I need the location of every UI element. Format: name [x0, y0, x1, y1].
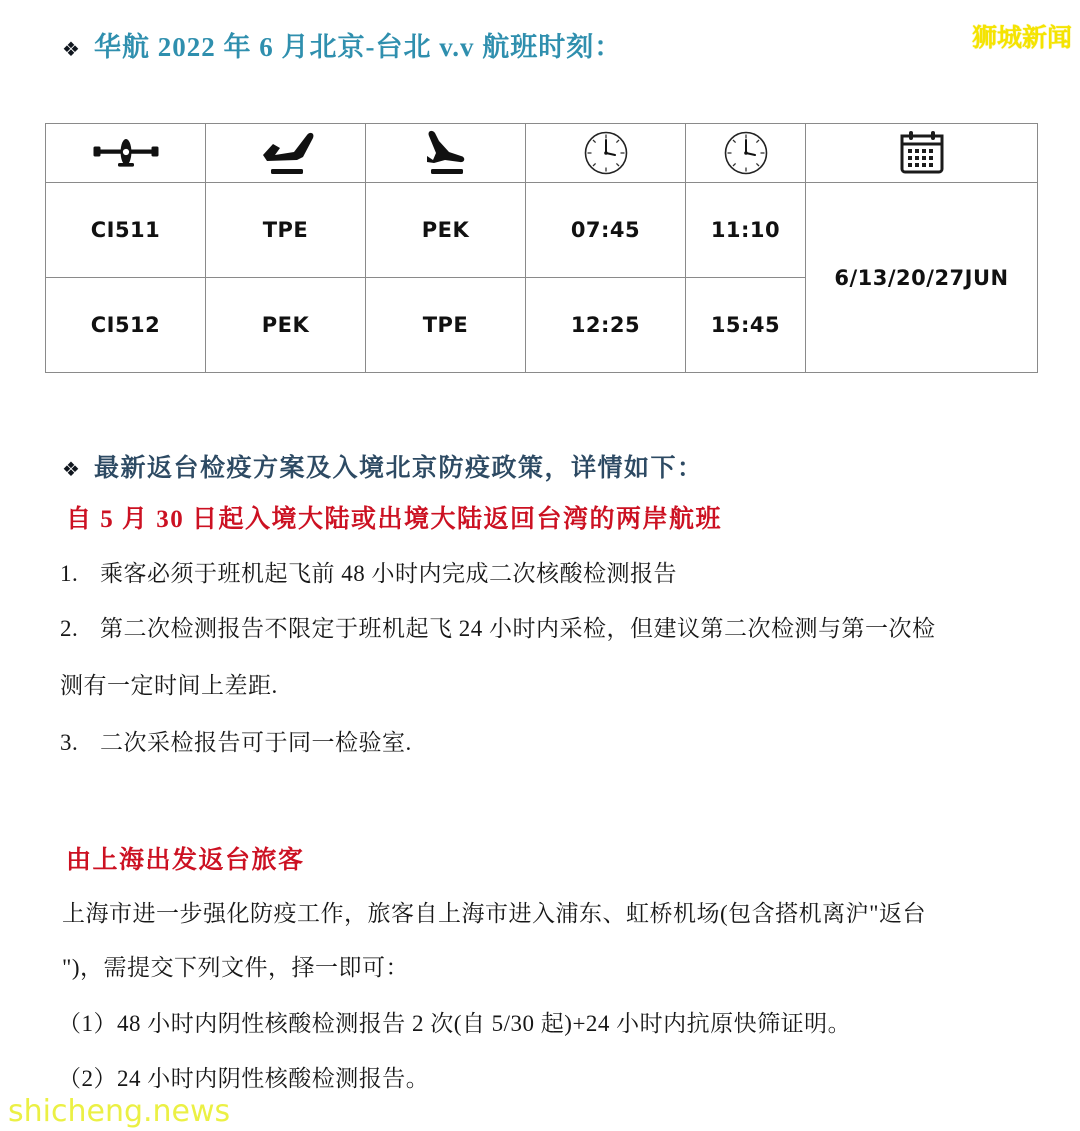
- shanghai-option-1: （1）48 小时内阴性核酸检测报告 2 次(自 5/30 起)+24 小时内抗原快筛证明。: [58, 1011, 852, 1036]
- calendar-icon: [806, 124, 1037, 182]
- policy-item-2-continued: [60, 670, 278, 701]
- shanghai-red-heading: 由上海出发返台旅客: [66, 847, 305, 874]
- diamond-bullet-icon: ❖: [62, 459, 80, 481]
- flight-schedule-table: [45, 123, 1038, 373]
- policy-section-heading-text: 最新返台检疫方案及入境北京防疫政策，详情如下：: [94, 455, 704, 482]
- table-row: [46, 183, 1038, 278]
- header-cell-destination: [366, 124, 526, 183]
- policy-item-3: [60, 727, 412, 758]
- shanghai-option-2: （2）24 小时内阴性核酸检测报告。: [58, 1066, 430, 1091]
- clock-icon: [686, 124, 805, 182]
- table-header-row: [46, 124, 1038, 183]
- cell-arrival-time: 15:45: [686, 278, 806, 373]
- cell-origin: TPE: [206, 183, 366, 278]
- policy-item-1-text: 乘客必须于班机起飞前 48 小时内完成二次核酸检测报告: [100, 561, 677, 586]
- header-cell-arrival-time: [686, 124, 806, 183]
- clock-icon: [526, 124, 685, 182]
- header-cell-flight: [46, 124, 206, 183]
- policy-item-3-number: 3.: [60, 730, 79, 755]
- airplane-departure-icon: [206, 124, 365, 182]
- cell-flight-number: CI512: [46, 278, 206, 373]
- policy-item-1: [60, 558, 677, 589]
- cell-operating-dates: 6/13/20/27JUN: [806, 183, 1038, 373]
- shanghai-paragraph-line-2: ")，需提交下列文件，择一即可：: [62, 955, 410, 980]
- cell-destination: TPE: [366, 278, 526, 373]
- policy-item-2-continued-text: 测有一定时间上差距.: [60, 673, 278, 698]
- diamond-bullet-icon: ❖: [62, 39, 80, 61]
- header-cell-origin: [206, 124, 366, 183]
- watermark-top-right: 狮城新闻: [971, 23, 1072, 52]
- policy-red-heading: 自 5 月 30 日起入境大陆或出境大陆返回台湾的两岸航班: [66, 506, 723, 533]
- policy-item-1-number: 1.: [60, 561, 79, 586]
- cell-origin: PEK: [206, 278, 366, 373]
- policy-section-heading: [62, 448, 704, 484]
- cell-flight-number: CI511: [46, 183, 206, 278]
- shanghai-paragraph-line-1: 上海市进一步强化防疫工作，旅客自上海市进入浦东、虹桥机场(包含搭机离沪"返台: [62, 901, 927, 926]
- page-title: [62, 25, 622, 64]
- policy-item-2: [60, 613, 936, 644]
- cell-departure-time: 07:45: [526, 183, 686, 278]
- cell-destination: PEK: [366, 183, 526, 278]
- watermark-bottom-left: shicheng.news: [8, 1094, 231, 1129]
- header-cell-departure-time: [526, 124, 686, 183]
- policy-item-3-text: 二次采检报告可于同一检验室.: [100, 730, 412, 755]
- page-title-text: 华航 2022 年 6 月北京-台北 v.v 航班时刻：: [94, 32, 623, 62]
- header-cell-dates: [806, 124, 1038, 183]
- airplane-arrival-icon: [366, 124, 525, 182]
- policy-item-2-text: 第二次检测报告不限定于班机起飞 24 小时内采检，但建议第二次检测与第一次检: [100, 616, 936, 641]
- policy-item-2-number: 2.: [60, 616, 79, 641]
- airplane-front-icon: [46, 124, 205, 182]
- cell-arrival-time: 11:10: [686, 183, 806, 278]
- cell-departure-time: 12:25: [526, 278, 686, 373]
